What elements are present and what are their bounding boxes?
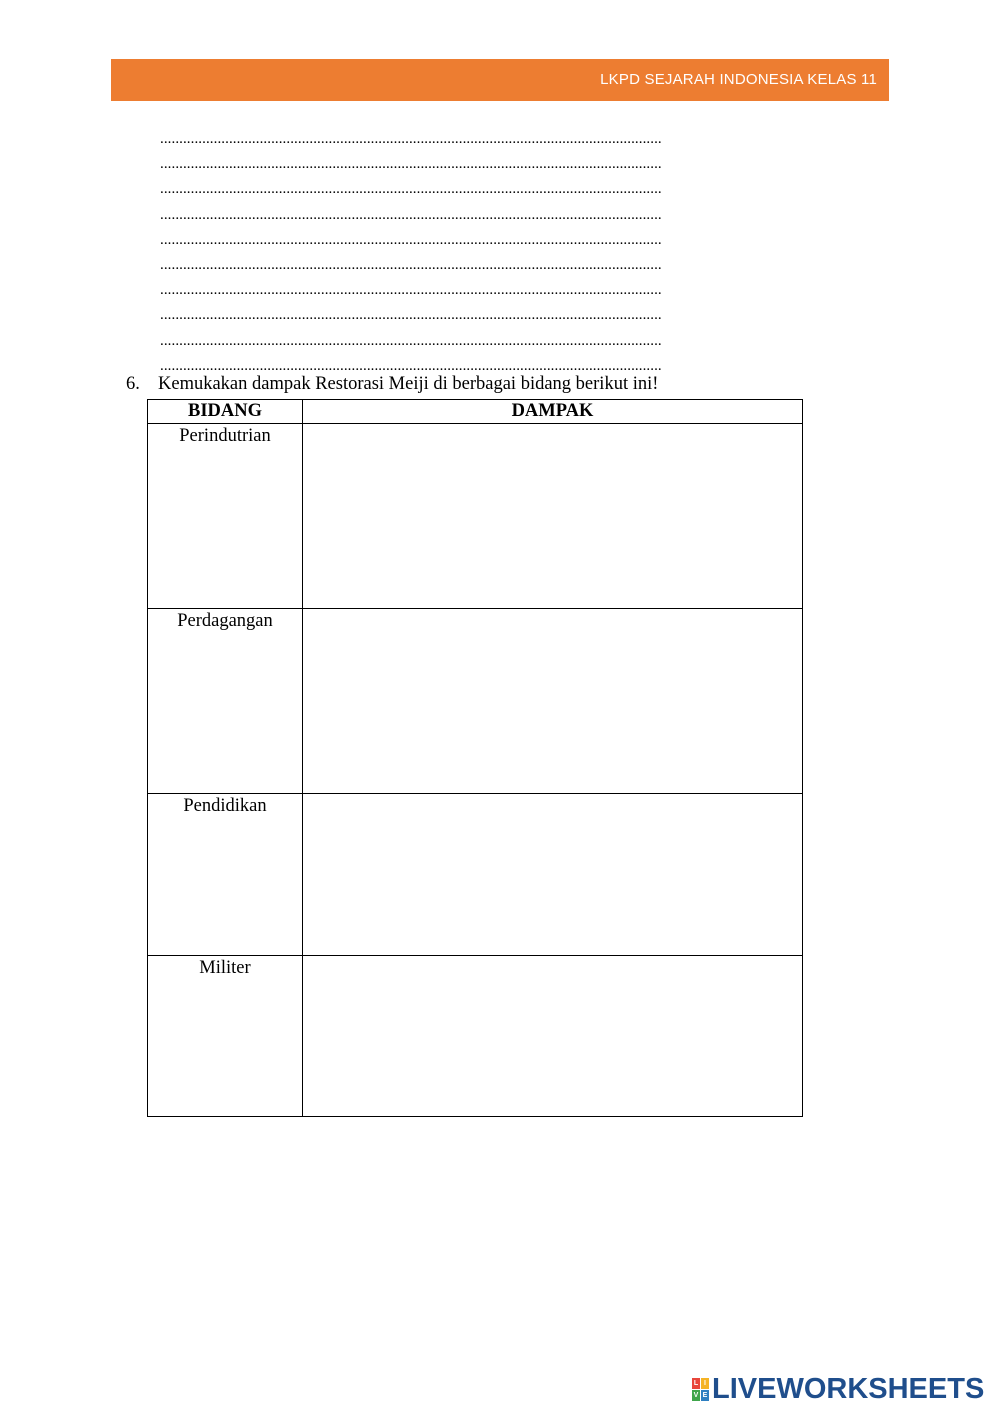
table-header-row [148,400,803,424]
table-row [148,424,803,609]
table-row [148,794,803,956]
liveworksheets-logo-icon [692,1378,709,1401]
answer-line[interactable]: ................................................................................................................................... [160,256,662,273]
answer-line[interactable]: ................................................................................................................................... [160,357,662,374]
logo-letter: E [702,1391,708,1399]
impact-answer-cell[interactable] [303,956,803,1117]
question-number: 6. [126,374,140,394]
column-header-field: BIDANG [148,400,303,424]
answer-line[interactable]: ................................................................................................................................... [160,282,662,299]
question-text: Kemukakan dampak Restorasi Meiji di berbagai bidang berikut ini! [158,374,659,394]
table-row [148,956,803,1117]
brand-name: LIVEWORKSHEETS [712,1372,985,1405]
logo-letter: V [693,1391,699,1399]
header-bar [111,59,889,101]
impact-answer-cell[interactable] [303,794,803,956]
answer-line[interactable]: ................................................................................................................................... [160,206,662,223]
logo-letter: I [701,1378,709,1389]
column-header-impact: DAMPAK [303,400,803,424]
answer-line[interactable]: ................................................................................................................................... [160,131,662,147]
field-label: Perindutrian [148,424,303,609]
liveworksheets-brand [692,1374,984,1404]
logo-letter: L [693,1379,699,1387]
table-row [148,609,803,794]
field-label: Perdagangan [148,609,303,794]
answer-line[interactable]: ................................................................................................................................... [160,231,662,248]
answer-line[interactable]: ................................................................................................................................... [160,156,662,173]
answer-line[interactable]: ................................................................................................................................... [160,332,662,349]
answer-lines [160,127,832,379]
field-label: Pendidikan [148,794,303,956]
answer-line[interactable]: ................................................................................................................................... [160,307,662,324]
header-title: LKPD SEJARAH INDONESIA KELAS 11 [600,71,877,88]
impact-answer-cell[interactable] [303,609,803,794]
question-6 [126,374,658,395]
impact-answer-cell[interactable] [303,424,803,609]
answer-line[interactable]: ................................................................................................................................... [160,181,662,198]
impact-table [147,399,803,1117]
field-label: Militer [148,956,303,1117]
